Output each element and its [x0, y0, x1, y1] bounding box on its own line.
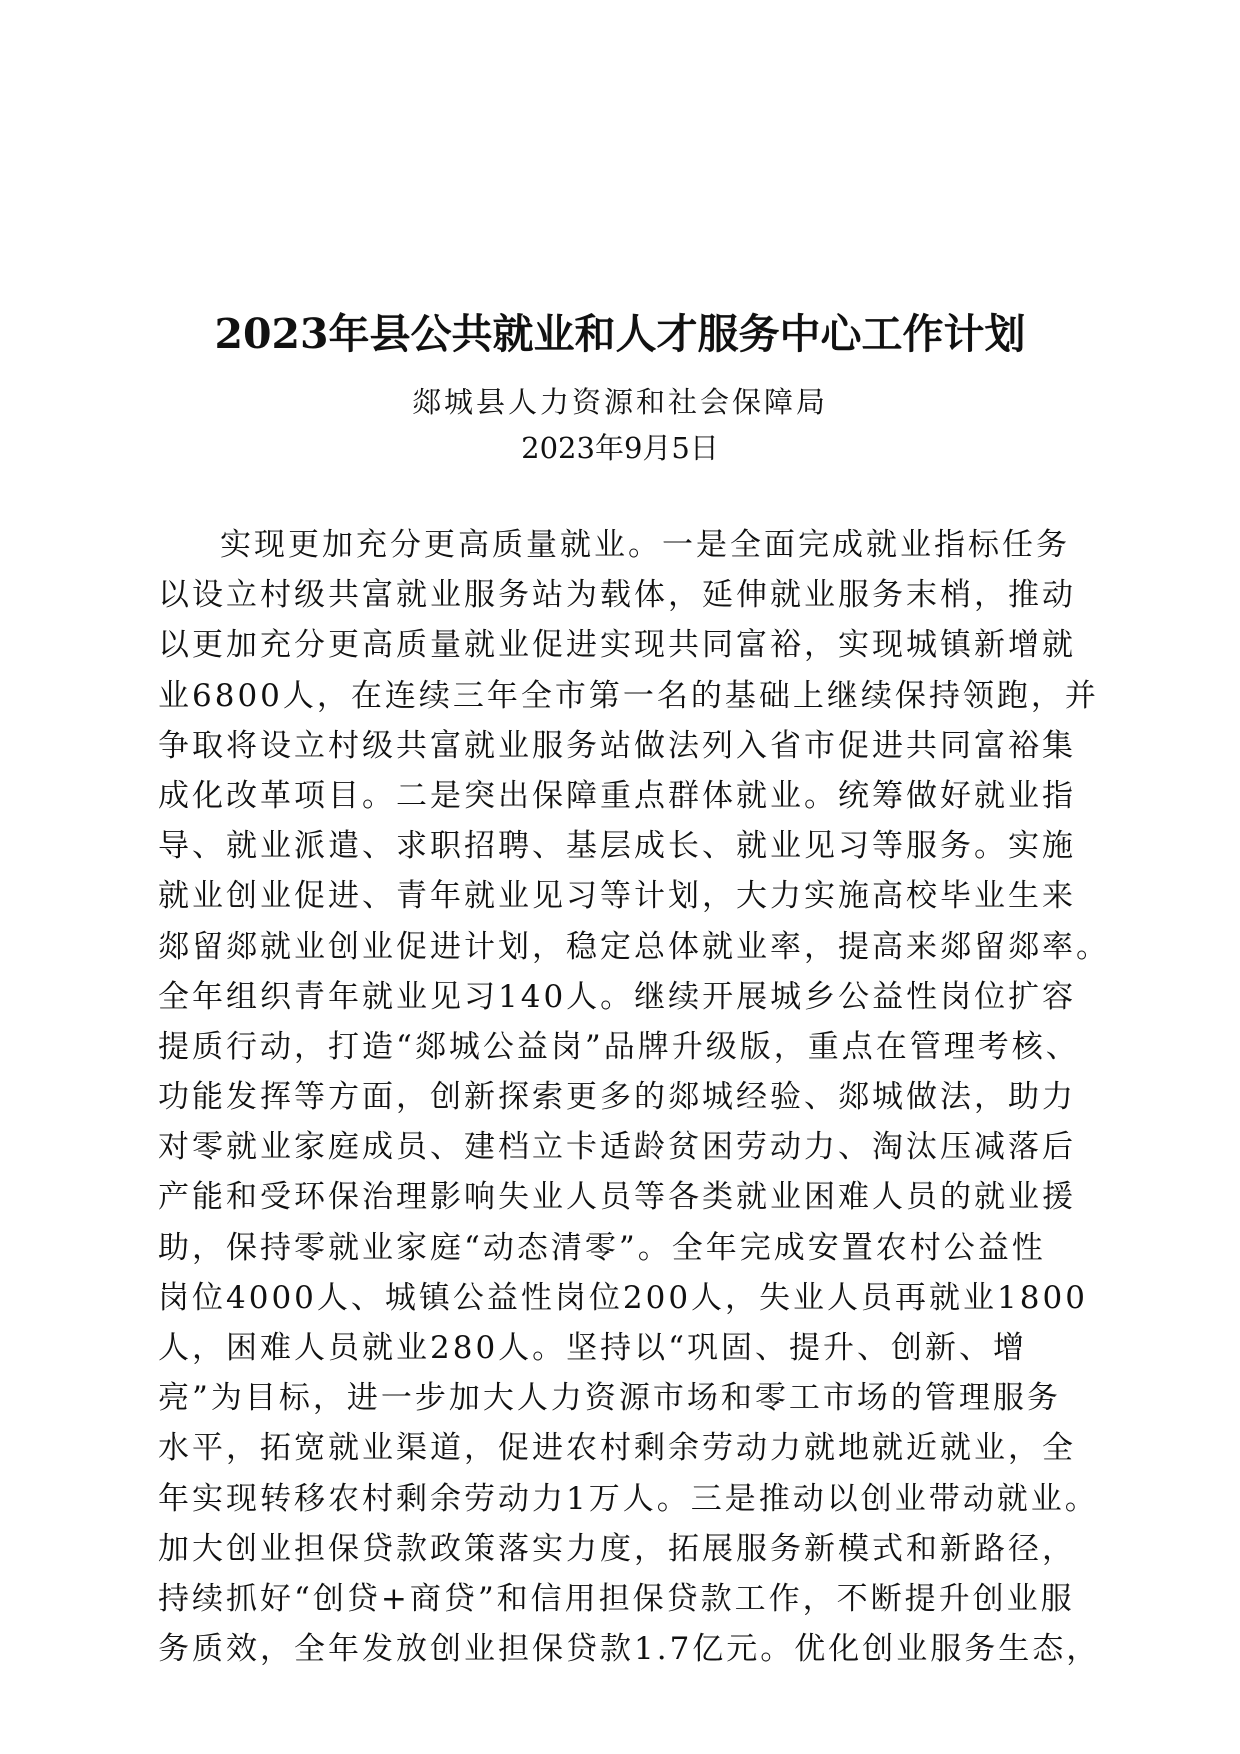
issuing-organization: 郯城县人力资源和社会保障局 [411, 385, 828, 419]
body-line: 持续抓好“创贷+商贷”和信用担保贷款工作，不断提升创业服 [158, 1580, 1075, 1617]
document-body [158, 520, 1110, 1674]
body-line: 助，保持零就业家庭“动态清零”。全年完成安置农村公益性 [158, 1229, 1046, 1266]
body-line: 争取将设立村级共富就业服务站做法列入省市促进共同富裕集 [158, 727, 1076, 764]
body-line: 郯留郯就业创业促进计划，稳定总体就业率，提高来郯留郯率。 [158, 928, 1110, 965]
body-line: 水平，拓宽就业渠道，促进农村剩余劳动力就地就近就业，全 [158, 1430, 1076, 1467]
body-line: 功能发挥等方面，创新探索更多的郯城经验、郯城做法，助力 [158, 1079, 1076, 1116]
body-line: 提质行动，打造“郯城公益岗”品牌升级版，重点在管理考核、 [158, 1028, 1080, 1065]
body-line: 亮”为目标，进一步加大人力资源市场和零工市场的管理服务 [158, 1380, 1061, 1417]
document-title: 2023年县公共就业和人才服务中心工作计划 [214, 310, 1026, 358]
body-line: 全年组织青年就业见习140人。继续开展城乡公益性岗位扩容 [158, 978, 1077, 1015]
body-line: 对零就业家庭成员、建档立卡适龄贫困劳动力、淘汰压减落后 [158, 1129, 1076, 1166]
body-line: 实现更加充分更高质量就业。一是全面完成就业指标任务 [220, 527, 1070, 563]
body-line: 业6800人，在连续三年全市第一名的基础上继续保持领跑，并 [158, 677, 1099, 714]
body-line: 以设立村级共富就业服务站为载体，延伸就业服务末梢，推动 [158, 577, 1076, 614]
body-line: 加大创业担保贷款政策落实力度，拓展服务新模式和新路径， [158, 1530, 1076, 1567]
document-date: 2023年9月5日 [521, 431, 719, 465]
body-line: 岗位4000人、城镇公益性岗位200人，失业人员再就业1800 [158, 1279, 1088, 1316]
body-line: 年实现转移农村剩余劳动力1万人。三是推动以创业带动就业。 [158, 1480, 1099, 1517]
body-line: 就业创业促进、青年就业见习等计划，大力实施高校毕业生来 [158, 878, 1076, 915]
body-line: 成化改革项目。二是突出保障重点群体就业。统筹做好就业指 [158, 777, 1076, 814]
body-line: 产能和受环保治理影响失业人员等各类就业困难人员的就业援 [158, 1179, 1076, 1216]
body-line: 导、就业派遣、求职招聘、基层成长、就业见习等服务。实施 [158, 828, 1076, 865]
body-line: 务质效，全年发放创业担保贷款1.7亿元。优化创业服务生态， [158, 1631, 1101, 1668]
body-line: 人，困难人员就业280人。坚持以“巩固、提升、创新、增 [158, 1330, 1028, 1366]
body-line: 以更加充分更高质量就业促进实现共同富裕，实现城镇新增就 [158, 627, 1076, 664]
